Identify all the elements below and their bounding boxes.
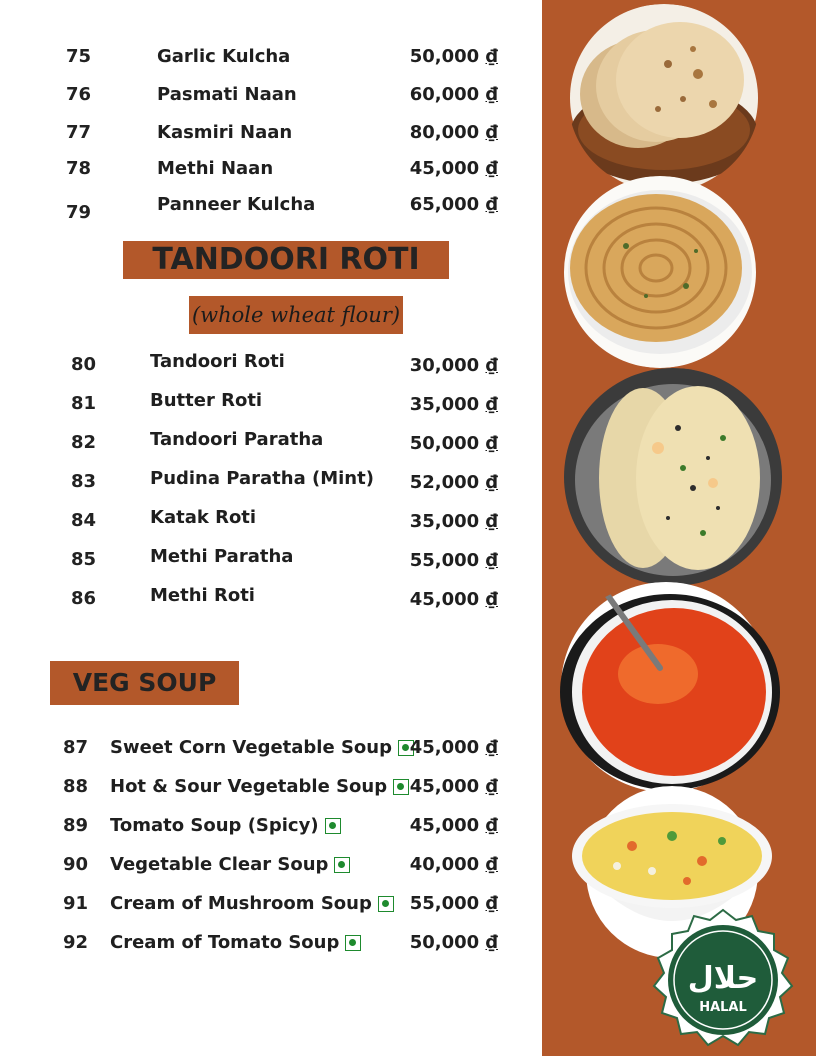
item-price: 65,000 ₫ — [409, 194, 498, 215]
item-price: 45,000 ₫ — [409, 589, 498, 610]
garlic-naan-photo — [558, 368, 788, 586]
item-number: 90 — [63, 854, 89, 875]
item-number: 80 — [71, 354, 97, 375]
item-name: Butter Roti — [150, 390, 263, 411]
item-number: 79 — [66, 202, 92, 223]
item-price: 50,000 ₫ — [409, 46, 498, 67]
menu-item — [0, 390, 540, 418]
halal-label: HALAL — [699, 1000, 747, 1015]
item-price: 30,000 ₫ — [409, 355, 498, 376]
menu-item — [0, 122, 540, 150]
veg-indicator-icon — [325, 818, 341, 834]
menu-item — [0, 546, 540, 574]
item-number: 81 — [71, 393, 97, 414]
menu-item — [0, 776, 540, 804]
item-name: Hot & Sour Vegetable Soup — [110, 776, 409, 797]
menu-item — [0, 507, 540, 535]
item-name: Tandoori Roti — [150, 351, 285, 372]
item-price: 45,000 ₫ — [409, 776, 498, 797]
veg-indicator-icon — [345, 935, 361, 951]
menu-item — [0, 932, 540, 960]
item-price: 35,000 ₫ — [409, 394, 498, 415]
item-number: 91 — [63, 893, 89, 914]
item-number: 82 — [71, 432, 97, 453]
menu-item — [0, 429, 540, 457]
item-price: 35,000 ₫ — [409, 511, 498, 532]
item-number: 86 — [71, 588, 97, 609]
item-price: 55,000 ₫ — [409, 893, 498, 914]
item-name: Tandoori Paratha — [150, 429, 324, 450]
item-number: 75 — [66, 46, 92, 67]
menu-item — [0, 158, 540, 186]
item-name: Vegetable Clear Soup — [110, 854, 350, 875]
item-name: Methi Naan — [157, 158, 274, 179]
item-name: Cream of Mushroom Soup — [110, 893, 394, 914]
item-number: 89 — [63, 815, 89, 836]
menu-item — [0, 815, 540, 843]
menu-item — [0, 854, 540, 882]
halal-seal — [648, 908, 798, 1054]
menu-item — [0, 893, 540, 921]
item-name: Katak Roti — [150, 507, 257, 528]
item-price: 40,000 ₫ — [409, 854, 498, 875]
item-name: Tomato Soup (Spicy) — [110, 815, 341, 836]
item-price: 45,000 ₫ — [409, 815, 498, 836]
item-name: Pasmati Naan — [157, 84, 297, 105]
item-name: Garlic Kulcha — [157, 46, 291, 67]
tomato-soup-photo — [548, 582, 784, 792]
halal-arabic-text: حلال — [687, 961, 759, 996]
menu-item — [0, 46, 540, 74]
item-name: Methi Roti — [150, 585, 255, 606]
item-price: 80,000 ₫ — [409, 122, 498, 143]
veg-soup-heading: VEG SOUP — [50, 661, 239, 705]
item-number: 92 — [63, 932, 89, 953]
item-number: 87 — [63, 737, 89, 758]
item-name: Kasmiri Naan — [157, 122, 293, 143]
tandoori-roti-subtitle: (whole wheat flour) — [189, 296, 403, 334]
item-price: 50,000 ₫ — [409, 932, 498, 953]
item-price: 52,000 ₫ — [409, 472, 498, 493]
item-number: 78 — [66, 158, 92, 179]
veg-indicator-icon — [378, 896, 394, 912]
tandoori-roti-heading: TANDOORI ROTI — [123, 241, 449, 279]
paratha-photo — [556, 176, 764, 368]
veg-indicator-icon — [334, 857, 350, 873]
kulcha-photo — [568, 4, 760, 192]
item-number: 85 — [71, 549, 97, 570]
item-name: Cream of Tomato Soup — [110, 932, 361, 953]
item-number: 84 — [71, 510, 97, 531]
menu-item — [0, 194, 540, 222]
item-number: 76 — [66, 84, 92, 105]
menu-item — [0, 468, 540, 496]
menu-item — [0, 84, 540, 112]
item-name: Sweet Corn Vegetable Soup — [110, 737, 414, 758]
item-number: 83 — [71, 471, 97, 492]
item-price: 45,000 ₫ — [409, 737, 498, 758]
menu-item — [0, 351, 540, 379]
item-price: 50,000 ₫ — [409, 433, 498, 454]
item-name: Panneer Kulcha — [157, 194, 316, 215]
item-name: Methi Paratha — [150, 546, 294, 567]
item-price: 60,000 ₫ — [409, 84, 498, 105]
item-number: 88 — [63, 776, 89, 797]
menu-item — [0, 585, 540, 613]
item-name: Pudina Paratha (Mint) — [150, 468, 374, 489]
item-price: 55,000 ₫ — [409, 550, 498, 571]
item-number: 77 — [66, 122, 92, 143]
item-price: 45,000 ₫ — [409, 158, 498, 179]
veg-indicator-icon — [393, 779, 409, 795]
menu-item — [0, 737, 540, 765]
